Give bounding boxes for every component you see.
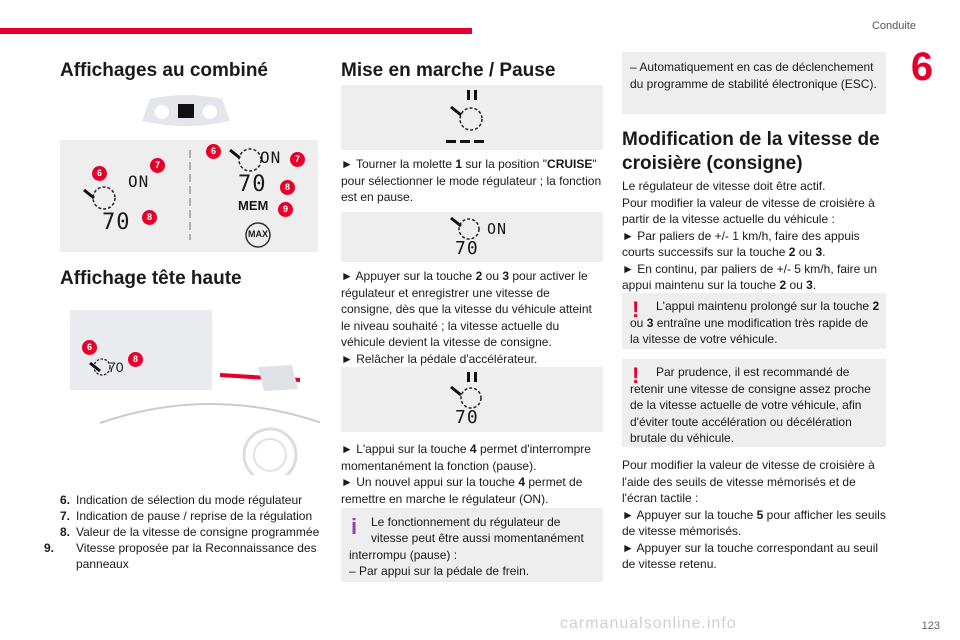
callout-7-right: 7 bbox=[290, 152, 305, 167]
section-title-hud: Affichage tête haute bbox=[60, 268, 242, 289]
callout-6-right: 6 bbox=[206, 144, 221, 159]
pause-value-box bbox=[341, 367, 603, 432]
warning-2-text: Par prudence, il est recommandé de retenir une vitesse de consigne assez proche de la vitesse actuelle de votre véhicule, afin d'éviter toute accélération ou décélération brutale du véhicule. bbox=[630, 365, 871, 445]
chapter-number: 6 bbox=[910, 45, 934, 89]
info-note-line2: vitesse peut être aussi momentanément interrompu (pause) : bbox=[349, 531, 584, 562]
on-indicator-box bbox=[341, 212, 603, 262]
callout-7: 7 bbox=[150, 158, 165, 173]
callout-9: 9 bbox=[278, 202, 293, 217]
pause-indicator-box bbox=[341, 85, 603, 150]
warning-box-1 bbox=[622, 293, 886, 349]
section-title-modify-speed: Modification de la vitesse de croisière (consigne) bbox=[622, 129, 880, 174]
on-indicator-speed: 70 bbox=[455, 238, 479, 259]
head-up-display-illustration bbox=[60, 305, 320, 475]
warning-icon: ! bbox=[632, 297, 640, 322]
hud-speed-value: 70 bbox=[108, 359, 124, 375]
cluster-on-label: ON bbox=[128, 172, 150, 191]
step-activate-paragraph: ► Appuyer sur la touche 2 ou 3 pour activer le régulateur et enregistrer une vitesse de consigne, dès que la vitesse du véhicule atteint le niveau souhaité ; la vitesse actuelle du véhicule devient la vitesse de consigne. ► Relâcher la pédale d'accélérateur. bbox=[341, 269, 592, 366]
step-cruise-paragraph: ► Tourner la molette 1 sur la position "CRUISE" pour sélectionner le mode régulateur ; la fonction est en pause. bbox=[341, 157, 602, 204]
callout-6: 6 bbox=[92, 166, 107, 181]
pause-value-speed: 70 bbox=[455, 407, 479, 428]
step-pause-paragraph: ► L'appui sur la touche 4 permet d'interrompre momentanément la fonction (pause). ► Un nouvel appui sur la touche 4 permet de remettre en marche le régulateur (ON). bbox=[341, 442, 591, 506]
instrument-cluster-icon bbox=[140, 93, 232, 131]
hud-callout-6: 6 bbox=[82, 340, 97, 355]
info-note-line3: – Par appui sur la pédale de frein. bbox=[349, 564, 530, 578]
esc-note-box bbox=[622, 52, 886, 114]
legend-item-8: 8. Valeur de la vitesse de consigne programmée bbox=[60, 525, 320, 539]
cluster-on-label-right: ON bbox=[260, 148, 282, 167]
section-label: Conduite bbox=[871, 20, 916, 32]
cluster-display-panel bbox=[60, 140, 318, 252]
section-title-displays: Affichages au combiné bbox=[60, 60, 268, 81]
callout-8: 8 bbox=[142, 210, 157, 225]
cluster-speed-value-right: 70 bbox=[238, 172, 267, 197]
legend-list bbox=[44, 492, 325, 572]
warning-1-text: L'appui maintenu prolongé sur la touche 2 ou 3 entraîne une modification très rapide de la vitesse de votre véhicule. bbox=[630, 299, 880, 346]
pause-indicator-graphic bbox=[341, 85, 603, 150]
mem-label: MEM bbox=[238, 198, 269, 213]
cluster-speed-value: 70 bbox=[102, 210, 131, 235]
chapter-color-bar bbox=[0, 28, 472, 34]
info-note-line1: Le fonctionnement du régulateur de bbox=[371, 515, 561, 529]
hud-callout-8: 8 bbox=[128, 352, 143, 367]
legend-item-6: 6. Indication de sélection du mode régulateur bbox=[60, 493, 303, 507]
info-icon: i bbox=[351, 514, 358, 539]
legend-item-9: 9. Vitesse proposée par la Reconnaissance des panneaux bbox=[44, 541, 317, 571]
warning-icon: ! bbox=[632, 363, 640, 388]
legend-item-7: 7. Indication de pause / reprise de la régulation bbox=[60, 509, 313, 523]
esc-note-text: – Automatiquement en cas de déclenchement du programme de stabilité électronique (ESC). bbox=[630, 60, 877, 91]
info-note-box bbox=[341, 508, 603, 582]
memorized-speed-paragraph: Pour modifier la valeur de vitesse de croisière à l'aide des seuils de vitesse mémorisés et de l'écran tactile : ► Appuyer sur la touche 5 pour afficher les seuils de vitesse mémorisés. ► Appuyer sur la touche correspondant au seuil de vitesse retenu. bbox=[622, 458, 886, 571]
on-indicator-label: ON bbox=[487, 220, 508, 238]
max-label: MAX bbox=[248, 229, 268, 239]
watermark: carmanualsonline.info bbox=[560, 615, 737, 632]
page-number: 123 bbox=[921, 620, 940, 632]
section-title-start-pause: Mise en marche / Pause bbox=[341, 60, 556, 81]
warning-box-2 bbox=[622, 359, 886, 447]
callout-8-right: 8 bbox=[280, 180, 295, 195]
modify-speed-intro: Le régulateur de vitesse doit être actif. Pour modifier la valeur de vitesse de croisière à partir de la vitesse actuelle du véhicule : ► Par paliers de +/- 1 km/h, faire des appuis courts successifs sur la touche 2 ou 3. ► En continu, par paliers de +/- 5 km/h, faire un appui maintenu sur la touche 2 ou 3. bbox=[622, 179, 878, 292]
